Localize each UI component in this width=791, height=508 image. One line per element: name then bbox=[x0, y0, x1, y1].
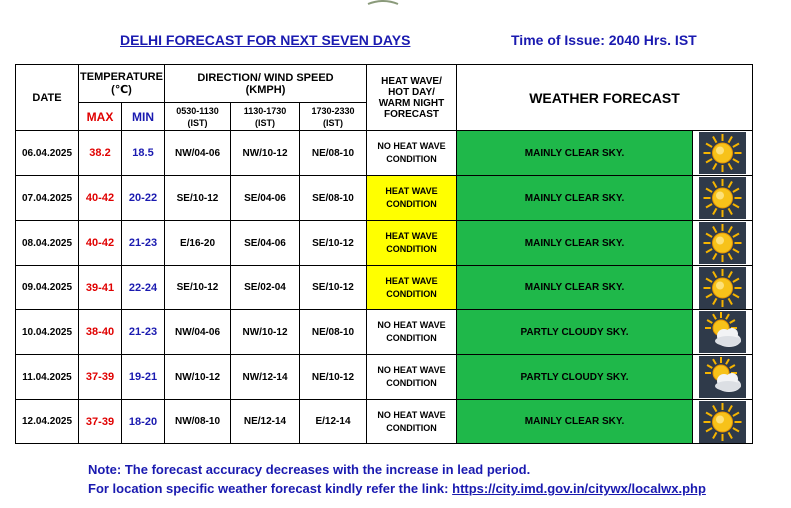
row-weather-icon-cell bbox=[693, 131, 753, 176]
row-min-temp: 21-23 bbox=[122, 221, 165, 266]
row-weather: MAINLY CLEAR SKY. bbox=[457, 176, 693, 221]
row-weather-icon-cell bbox=[693, 266, 753, 310]
table-row bbox=[16, 221, 753, 266]
sun-icon bbox=[699, 177, 746, 219]
row-wind-slot1: SE/10-12 bbox=[165, 266, 231, 310]
row-weather-icon-cell bbox=[693, 176, 753, 221]
row-min-temp: 20-22 bbox=[122, 176, 165, 221]
row-min-temp: 21-23 bbox=[122, 310, 165, 355]
row-wind-slot2: SE/04-06 bbox=[231, 176, 300, 221]
header-heatwave: HEAT WAVE/ HOT DAY/ WARM NIGHT FORECAST bbox=[367, 65, 457, 131]
table-row bbox=[16, 310, 753, 355]
header-max: MAX bbox=[79, 103, 122, 131]
header-weather: WEATHER FORECAST bbox=[457, 65, 753, 131]
emblem-icon bbox=[366, 0, 400, 6]
row-wind-slot2: NW/10-12 bbox=[231, 131, 300, 176]
row-wind-slot2: NW/12-14 bbox=[231, 355, 300, 400]
row-wind-slot3: SE/10-12 bbox=[300, 221, 367, 266]
sun-icon bbox=[699, 267, 746, 309]
row-weather-icon-cell bbox=[693, 310, 753, 355]
row-date: 11.04.2025 bbox=[16, 355, 79, 400]
row-weather: MAINLY CLEAR SKY. bbox=[457, 131, 693, 176]
row-weather: MAINLY CLEAR SKY. bbox=[457, 266, 693, 310]
row-weather: MAINLY CLEAR SKY. bbox=[457, 221, 693, 266]
row-max-temp: 37-39 bbox=[79, 400, 122, 444]
row-wind-slot3: SE/08-10 bbox=[300, 176, 367, 221]
row-weather: PARTLY CLOUDY SKY. bbox=[457, 310, 693, 355]
row-max-temp: 40-42 bbox=[79, 221, 122, 266]
row-date: 06.04.2025 bbox=[16, 131, 79, 176]
row-wind-slot1: NW/10-12 bbox=[165, 355, 231, 400]
row-heatwave: HEAT WAVE CONDITION bbox=[367, 266, 457, 310]
row-heatwave: NO HEAT WAVE CONDITION bbox=[367, 400, 457, 444]
header-date: DATE bbox=[16, 65, 79, 131]
row-date: 09.04.2025 bbox=[16, 266, 79, 310]
row-wind-slot1: NW/04-06 bbox=[165, 310, 231, 355]
row-min-temp: 18.5 bbox=[122, 131, 165, 176]
header-min: MIN bbox=[122, 103, 165, 131]
note-link: For location specific weather forecast kindly refer the link: https://city.imd.gov.in/citywx/localwx.php bbox=[88, 481, 706, 496]
header-slot1: 0530-1130 (IST) bbox=[165, 103, 231, 131]
header-wind: DIRECTION/ WIND SPEED (KMPH) bbox=[165, 65, 367, 103]
row-weather-icon-cell bbox=[693, 355, 753, 400]
row-heatwave: HEAT WAVE CONDITION bbox=[367, 176, 457, 221]
sun-icon bbox=[699, 132, 746, 174]
row-wind-slot1: E/16-20 bbox=[165, 221, 231, 266]
header-slot3: 1730-2330 (IST) bbox=[300, 103, 367, 131]
row-max-temp: 38.2 bbox=[79, 131, 122, 176]
row-date: 08.04.2025 bbox=[16, 221, 79, 266]
sun-icon bbox=[699, 222, 746, 264]
row-heatwave: NO HEAT WAVE CONDITION bbox=[367, 355, 457, 400]
row-weather: MAINLY CLEAR SKY. bbox=[457, 400, 693, 444]
table-row bbox=[16, 266, 753, 310]
table-row bbox=[16, 355, 753, 400]
row-wind-slot1: SE/10-12 bbox=[165, 176, 231, 221]
note-accuracy: Note: The forecast accuracy decreases with the increase in lead period. bbox=[88, 462, 531, 477]
row-wind-slot1: NW/04-06 bbox=[165, 131, 231, 176]
row-wind-slot3: E/12-14 bbox=[300, 400, 367, 444]
row-min-temp: 22-24 bbox=[122, 266, 165, 310]
row-min-temp: 18-20 bbox=[122, 400, 165, 444]
row-wind-slot2: SE/02-04 bbox=[231, 266, 300, 310]
table-row bbox=[16, 400, 753, 444]
row-wind-slot2: SE/04-06 bbox=[231, 221, 300, 266]
row-heatwave: HEAT WAVE CONDITION bbox=[367, 221, 457, 266]
row-wind-slot2: NW/10-12 bbox=[231, 310, 300, 355]
row-wind-slot3: NE/10-12 bbox=[300, 355, 367, 400]
row-date: 10.04.2025 bbox=[16, 310, 79, 355]
forecast-table bbox=[15, 64, 753, 444]
row-max-temp: 39-41 bbox=[79, 266, 122, 310]
row-date: 07.04.2025 bbox=[16, 176, 79, 221]
row-weather-icon-cell bbox=[693, 221, 753, 266]
row-max-temp: 40-42 bbox=[79, 176, 122, 221]
row-heatwave: NO HEAT WAVE CONDITION bbox=[367, 131, 457, 176]
partly-cloudy-icon bbox=[699, 356, 746, 398]
row-wind-slot1: NW/08-10 bbox=[165, 400, 231, 444]
row-date: 12.04.2025 bbox=[16, 400, 79, 444]
header-slot2: 1130-1730 (IST) bbox=[231, 103, 300, 131]
row-max-temp: 38-40 bbox=[79, 310, 122, 355]
imd-link[interactable]: https://city.imd.gov.in/citywx/localwx.php bbox=[452, 481, 706, 496]
row-weather-icon-cell bbox=[693, 400, 753, 444]
row-heatwave: NO HEAT WAVE CONDITION bbox=[367, 310, 457, 355]
page-title: DELHI FORECAST FOR NEXT SEVEN DAYS bbox=[120, 32, 411, 48]
sun-icon bbox=[699, 401, 746, 443]
row-min-temp: 19-21 bbox=[122, 355, 165, 400]
table-row bbox=[16, 176, 753, 221]
row-wind-slot3: NE/08-10 bbox=[300, 131, 367, 176]
row-wind-slot3: SE/10-12 bbox=[300, 266, 367, 310]
row-weather: PARTLY CLOUDY SKY. bbox=[457, 355, 693, 400]
partly-cloudy-icon bbox=[699, 311, 746, 353]
row-wind-slot3: NE/08-10 bbox=[300, 310, 367, 355]
issue-time: Time of Issue: 2040 Hrs. IST bbox=[511, 32, 697, 48]
row-wind-slot2: NE/12-14 bbox=[231, 400, 300, 444]
header-temperature: TEMPERATURE (℃) bbox=[79, 65, 165, 103]
table-row bbox=[16, 131, 753, 176]
row-max-temp: 37-39 bbox=[79, 355, 122, 400]
